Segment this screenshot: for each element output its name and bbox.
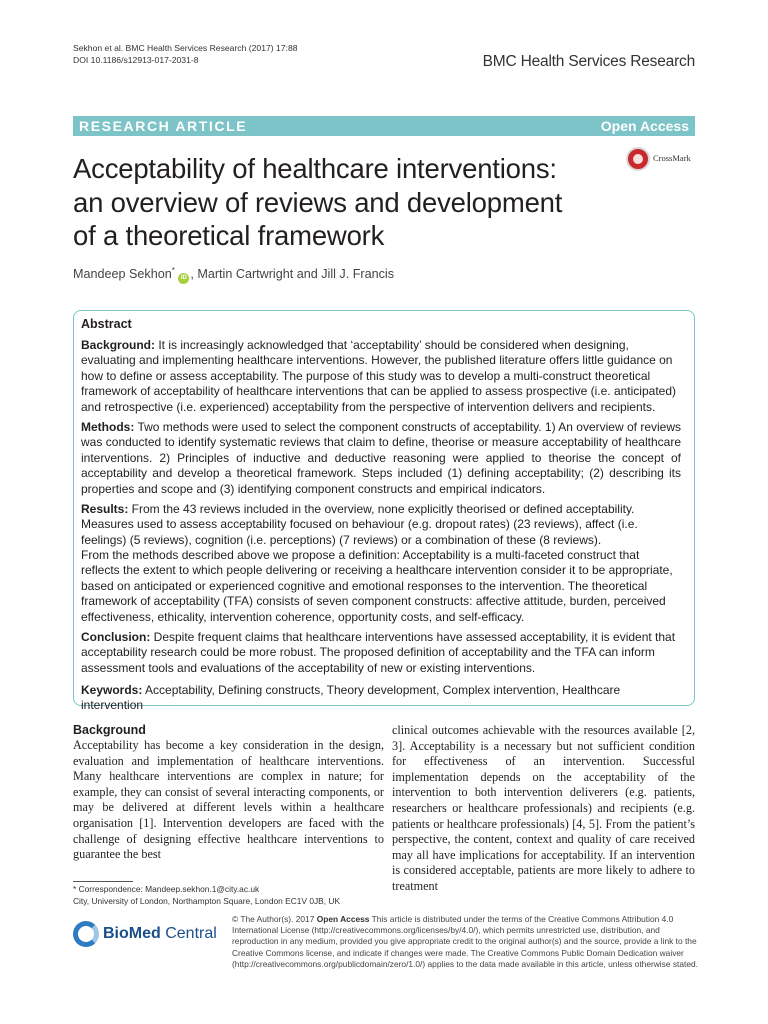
body-column-left: Acceptability has become a key consideration in the design, evaluation and implementation of healthcare interventions. Many healthcare interventions are complex in nature; for example, they can consist of several interacting components, or may be delivered at different levels within a healthcare organisation [1]. Intervention developers are faced with the challenge of designing effective healthcare interventions to guarantee the best (73, 738, 384, 862)
section-text: Two methods were used to select the component constructs of acceptability. 1) An overview of reviews was conducted to identify systematic reviews that claim to define, theorise or measure acceptability of healthcare interventions. 2) Principles of inductive and deductive reasoning were applied to theorise the concept of acceptability and develop a theoretical framework. Steps included (1) defining acceptability; (2) describing its properties and scope and (3) identifying component constructs and empirical indicators. (81, 420, 681, 496)
open-access-label: Open Access (600, 118, 689, 134)
author-name[interactable]: Mandeep Sekhon (73, 267, 172, 282)
logo-text: BioMed Central (103, 925, 217, 942)
title-line: of a theoretical framework (73, 220, 385, 251)
abstract-results-continued: From the methods described above we propose a definition: Acceptability is a multi-faceted construct that reflects the extent to which people delivering or receiving a healthcare intervention consider it to be appropriate, based on anticipated or experienced cognitive and emotional responses to the intervention. The theoretical framework of acceptability (TFA) consists of seven component constructs: affective attitude, burden, perceived effectiveness, ethicality, intervention coherence, opportunity costs, and self-efficacy. (81, 548, 673, 624)
footnote-divider (73, 881, 133, 882)
section-label: Background: (81, 338, 156, 352)
section-text: It is increasingly acknowledged that ‘acceptability’ should be considered when designing, evaluating and implementing healthcare interventions. However, the published literature offers little guidance on how to define or assess acceptability. The purpose of this study was to develop a multi-construct theoretical framework of acceptability of healthcare interventions that can be applied to assess prospective (i.e. anticipated) and retrospective (i.e. experienced) acceptability from the perspective of intervention delivers and recipients. (81, 338, 676, 414)
affiliation-note: City, University of London, Northampton Square, London EC1V 0JB, UK (73, 896, 341, 906)
section-text: Despite frequent claims that healthcare interventions have assessed acceptability, it is evident that acceptability research could be more robust. The proposed definition of acceptability and the TFA can inform assessment tools and evaluations of the acceptability of new or existing interventions. (81, 630, 676, 675)
article-type-label: RESEARCH ARTICLE (79, 118, 248, 134)
abstract-conclusion (81, 630, 681, 676)
body-column-right: clinical outcomes achievable with the resources available [2, 3]. Acceptability is a necessary but not sufficient condition for effectiveness of an intervention. Successful implementation depends on the acceptability of the intervention to both intervention deliverers (e.g. patients, researchers or healthcare professionals) and recipients (e.g. patients or healthcare professionals) [4, 5]. From the patient’s perspective, the content, context and quality of care received may all have implications for acceptability. If an intervention is considered acceptable, patients are more likely to adhere to treatment (392, 723, 695, 893)
article-title (73, 152, 613, 253)
section-heading-background: Background (73, 723, 146, 737)
keyword-list: Acceptability, Defining constructs, Theory development, Complex intervention, Healthcare intervention (81, 683, 621, 713)
abstract-results (81, 502, 681, 548)
author-names-rest: , Martin Cartwright and Jill J. Francis (190, 267, 395, 282)
abstract-heading: Abstract (81, 317, 132, 331)
citation-header (73, 42, 298, 66)
section-label: Keywords: (81, 683, 143, 697)
section-label: Methods: (81, 420, 135, 434)
biomed-central-logo[interactable] (73, 920, 223, 950)
journal-name: BMC Health Services Research (482, 53, 695, 70)
section-text: From the 43 reviews included in the overview, none explicitly theorised or defined acceptability. Measures used to assess acceptability focused on behaviour (e.g. dropout rates) (23 reviews), affect (i.e. feelings) (5 reviews), cognition (i.e. perceptions) (7 reviews) or a combination of these (8 reviews). (81, 502, 638, 547)
citation-line: Sekhon et al. BMC Health Services Research (2017) 17:88 (73, 43, 298, 53)
crossmark-button[interactable] (626, 147, 696, 171)
section-label: Conclusion: (81, 630, 151, 644)
correspondence-note[interactable]: * Correspondence: Mandeep.sekhon.1@city.ac.uk (73, 884, 260, 894)
section-label: Results: (81, 502, 129, 516)
crossmark-icon (626, 147, 650, 171)
biomed-central-logo-icon (73, 921, 99, 947)
open-access-label: Open Access (316, 914, 370, 924)
author-list (73, 266, 394, 284)
abstract-methods (81, 420, 681, 497)
article-type-banner (73, 116, 695, 136)
abstract-background (81, 338, 681, 415)
license-statement: © The Author(s). 2017 Open Access This article is distributed under the terms of the Creative Commons Attribution 4.0 International License (http://creativecommons.org/licenses/by/4.0/), which permits unrestricted use, distribution, and reproduction in any medium, provided you give appropriate credit to the original author(s) and the source, provide a link to the Creative Commons license, and indicate if changes were made. The Creative Commons Public Domain Dedication waiver (http://creativecommons.org/publicdomain/zero/1.0/) applies to the data made available in this article, unless otherwise stated. (232, 914, 698, 969)
title-line: an overview of reviews and development (73, 186, 563, 218)
abstract-keywords (81, 683, 681, 714)
corresponding-mark: * (171, 266, 175, 275)
crossmark-label: CrossMark (653, 153, 691, 163)
orcid-icon[interactable]: iD (178, 273, 189, 284)
title-line: Acceptability of healthcare interventions: (73, 153, 557, 184)
doi-line: DOI 10.1186/s12913-017-2031-8 (73, 55, 199, 65)
